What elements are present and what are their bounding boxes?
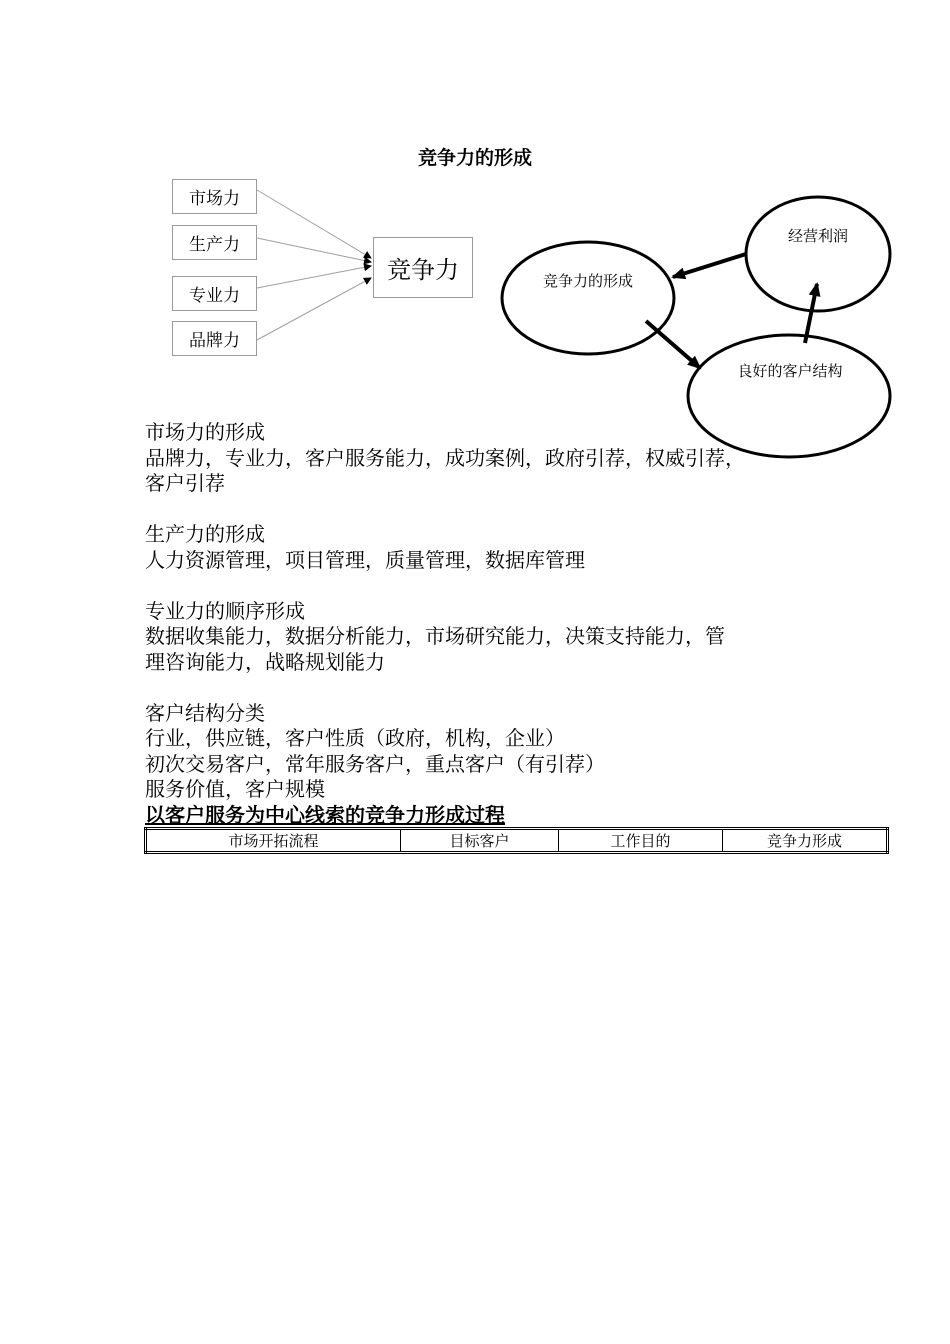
table-header-row (146, 829, 888, 853)
cycle-profit-circle (746, 197, 890, 311)
cycle-profit-label: 经营利润 (787, 227, 848, 245)
section-line: 人力资源管理，项目管理，质量管理，数据库管理 (145, 547, 585, 572)
page-title: 竞争力的形成 (417, 147, 532, 169)
table-header-cell: 工作目的 (559, 829, 723, 853)
force-box-market: 市场力 (172, 179, 257, 214)
cycle-structure-label: 良好的客户结构 (737, 362, 843, 380)
section-heading: 客户结构分类 (145, 700, 265, 725)
table-header-cell: 竞争力形成 (723, 829, 888, 853)
process-table (144, 827, 889, 854)
cycle-formation-label: 竞争力的形成 (542, 272, 633, 290)
center-competitiveness-box: 竞争力 (373, 237, 473, 298)
process-heading: 以客户服务为中心线索的竞争力形成过程 (145, 802, 505, 827)
force-box-production: 生产力 (172, 225, 257, 260)
connector-brand (257, 278, 371, 340)
section-line: 行业，供应链，客户性质（政府，机构，企业） (145, 726, 565, 750)
text-sections (145, 420, 845, 828)
section-line: 初次交易客户，常年服务客户，重点客户（有引荐） (145, 751, 605, 776)
force-box-professional: 专业力 (172, 276, 257, 311)
connector-market (257, 190, 371, 258)
cycle-arrow-formation-to-structure (646, 321, 700, 368)
section-heading: 生产力的形成 (145, 522, 265, 546)
section-heading: 专业力的顺序形成 (145, 598, 305, 623)
section-heading: 市场力的形成 (145, 420, 265, 444)
connector-professional (257, 266, 371, 288)
section-line: 品牌力，专业力，客户服务能力，成功案例，政府引荐，权威引荐， (145, 445, 745, 470)
section-line: 客户引荐 (145, 471, 225, 495)
section-line: 服务价值，客户规模 (145, 777, 325, 801)
table-header-cell: 市场开拓流程 (146, 829, 401, 853)
force-box-brand: 品牌力 (172, 321, 257, 356)
connector-production (257, 238, 371, 262)
cycle-formation-circle (502, 242, 674, 354)
section-line: 数据收集能力，数据分析能力，市场研究能力，决策支持能力，管 (145, 624, 725, 648)
table-header-cell: 目标客户 (401, 829, 559, 853)
cycle-arrow-profit-to-formation (673, 254, 746, 277)
section-line: 理咨询能力，战略规划能力 (145, 649, 385, 674)
